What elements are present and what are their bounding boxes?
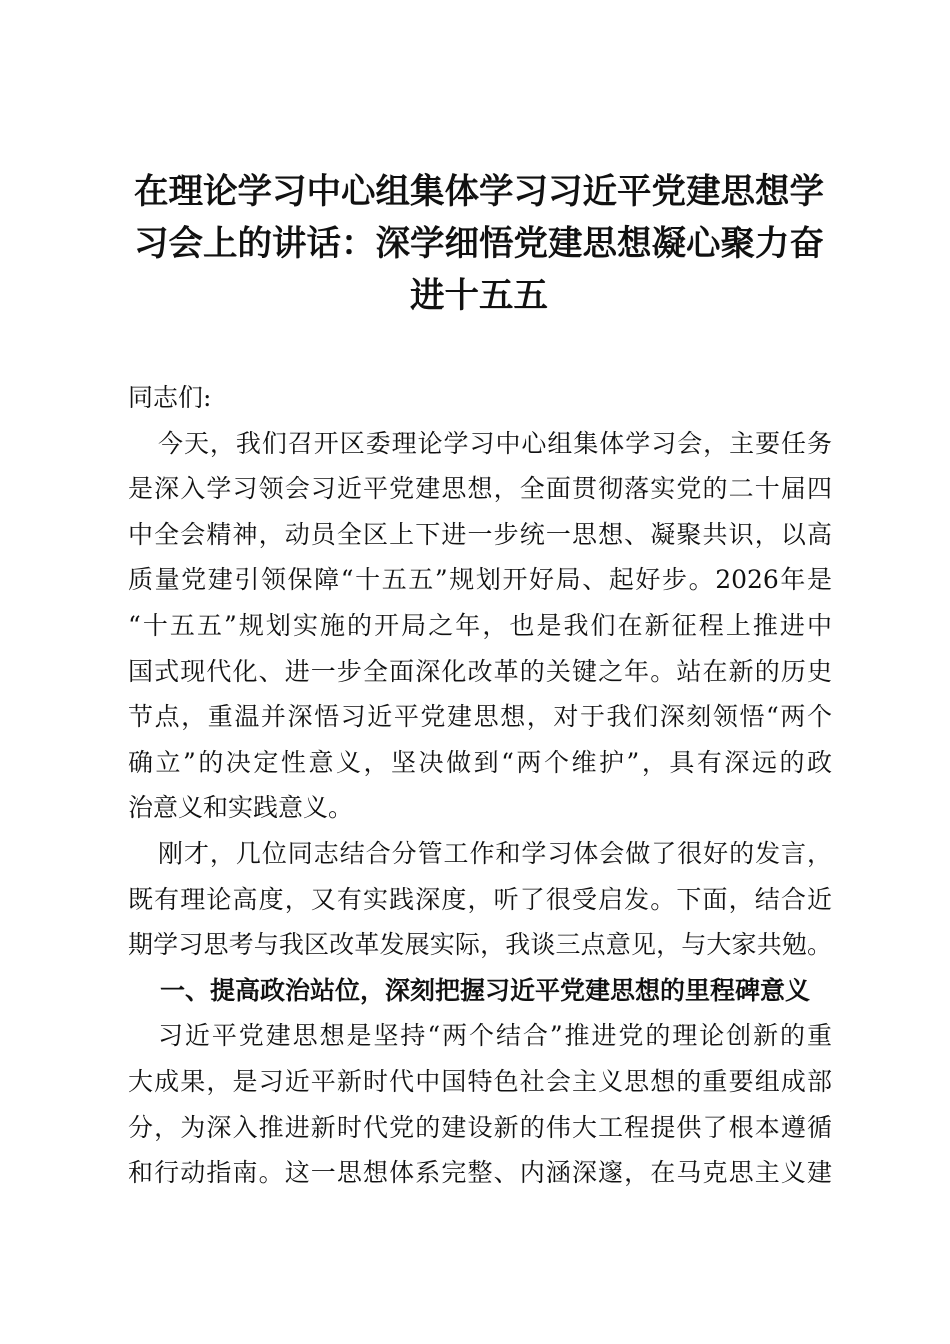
text-line: 国式现代化、进一步全面深化改革的关键之年。站在新的历史 <box>128 656 832 686</box>
text-line: 节点，重温并深悟习近平党建思想，对于我们深刻领悟“两个 <box>128 702 832 732</box>
text-line: “十五五”规划实施的开局之年，也是我们在新征程上推进中 <box>128 610 832 640</box>
section-heading: 一、提高政治站位，深刻把握习近平党建思想的里程碑意义 <box>160 975 811 1005</box>
text-line: 期学习思考与我区改革发展实际，我谈三点意见，与大家共勉。 <box>128 930 832 960</box>
text-line: 既有理论高度，又有实践深度，听了很受启发。下面，结合近 <box>128 884 832 914</box>
text-line: 中全会精神，动员全区上下进一步统一思想、凝聚共识，以高 <box>128 519 832 549</box>
paragraph-introduction <box>128 831 832 968</box>
text-line: 大成果，是习近平新时代中国特色社会主义思想的重要组成部 <box>128 1066 832 1096</box>
text-line: 分，为深入推进新时代党的建设新的伟大工程提供了根本遵循 <box>128 1112 832 1142</box>
text-line: 和行动指南。这一思想体系完整、内涵深邃，在马克思主义建 <box>128 1158 832 1188</box>
text-line: 刚才，几位同志结合分管工作和学习体会做了很好的发言， <box>158 838 832 868</box>
text-line: 确立”的决定性意义，坚决做到“两个维护”，具有深远的政 <box>128 747 832 777</box>
salutation: 同志们: <box>128 383 212 412</box>
paragraph-section-one <box>128 1013 832 1195</box>
text-line: 今天，我们召开区委理论学习中心组集体学习会，主要任务 <box>158 428 832 458</box>
text-line: 质量党建引领保障“十五五”规划开好局、起好步。2026年是 <box>128 565 832 595</box>
paragraph-opening <box>128 421 832 831</box>
text-line: 治意义和实践意义。 <box>128 793 354 823</box>
document-title <box>120 166 838 322</box>
text-line: 是深入学习领会习近平党建思想，全面贯彻落实党的二十届四 <box>128 474 832 504</box>
title-line: 进十五五 <box>410 276 548 316</box>
title-line: 在理论学习中心组集体学习习近平党建思想学 <box>134 172 824 212</box>
title-line: 习会上的讲话：深学细悟党建思想凝心聚力奋 <box>134 224 824 264</box>
text-line: 习近平党建思想是坚持“两个结合”推进党的理论创新的重 <box>158 1021 832 1051</box>
document-body <box>128 375 832 1196</box>
